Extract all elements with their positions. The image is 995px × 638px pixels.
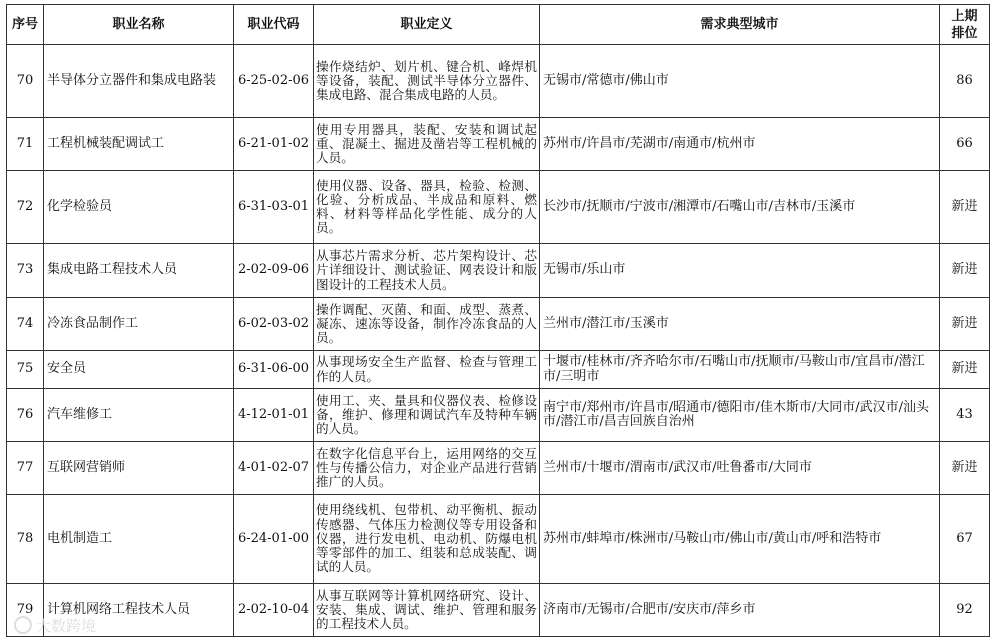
row-definition: 使用工、夹、量具和仪器仪表、检修设备，维护、修理和调试汽车及特种车辆的人员。 bbox=[314, 389, 540, 442]
row-no: 72 bbox=[7, 171, 44, 244]
table-header-row bbox=[7, 5, 990, 45]
row-rank: 43 bbox=[940, 389, 990, 442]
row-name: 半导体分立器件和集成电路装 bbox=[44, 45, 234, 118]
header-cities: 需求典型城市 bbox=[540, 5, 940, 45]
row-rank: 新进 bbox=[940, 244, 990, 298]
row-definition: 操作调配、灭菌、和面、成型、蒸煮、凝冻、速冻等设备，制作冷冻食品的人员。 bbox=[314, 298, 540, 351]
row-code: 2-02-10-04 bbox=[234, 584, 314, 637]
row-definition: 使用专用器具，装配、安装和调试起重、混凝土、掘进及凿岩等工程机械的人员。 bbox=[314, 118, 540, 171]
row-no: 75 bbox=[7, 351, 44, 389]
row-cities: 长沙市/抚顺市/宁波市/湘潭市/石嘴山市/吉林市/玉溪市 bbox=[540, 171, 940, 244]
header-no: 序号 bbox=[7, 5, 44, 45]
row-cities: 无锡市/乐山市 bbox=[540, 244, 940, 298]
table-row bbox=[7, 442, 990, 495]
row-code: 6-31-03-01 bbox=[234, 171, 314, 244]
table-row bbox=[7, 298, 990, 351]
table-row bbox=[7, 584, 990, 637]
row-rank: 新进 bbox=[940, 351, 990, 389]
header-name: 职业名称 bbox=[44, 5, 234, 45]
row-rank: 新进 bbox=[940, 442, 990, 495]
watermark-text: 大数跨境 bbox=[36, 617, 97, 635]
row-definition: 在数字化信息平台上，运用网络的交互性与传播公信力，对企业产品进行营销推广的人员。 bbox=[314, 442, 540, 495]
table-row bbox=[7, 351, 990, 389]
row-rank: 66 bbox=[940, 118, 990, 171]
row-cities: 苏州市/许昌市/芜湖市/南通市/杭州市 bbox=[540, 118, 940, 171]
row-name: 化学检验员 bbox=[44, 171, 234, 244]
row-name: 互联网营销师 bbox=[44, 442, 234, 495]
row-rank: 86 bbox=[940, 45, 990, 118]
row-no: 77 bbox=[7, 442, 44, 495]
row-name: 集成电路工程技术人员 bbox=[44, 244, 234, 298]
row-no: 76 bbox=[7, 389, 44, 442]
table-row bbox=[7, 389, 990, 442]
table-row bbox=[7, 118, 990, 171]
row-name: 汽车维修工 bbox=[44, 389, 234, 442]
row-definition: 从事现场安全生产监督、检查与管理工作的人员。 bbox=[314, 351, 540, 389]
row-code: 6-21-01-02 bbox=[234, 118, 314, 171]
watermark bbox=[14, 615, 96, 636]
row-name: 电机制造工 bbox=[44, 495, 234, 584]
row-no: 78 bbox=[7, 495, 44, 584]
row-code: 6-25-02-06 bbox=[234, 45, 314, 118]
table-row bbox=[7, 495, 990, 584]
row-cities: 兰州市/潜江市/玉溪市 bbox=[540, 298, 940, 351]
row-rank: 新进 bbox=[940, 298, 990, 351]
row-cities: 南宁市/郑州市/许昌市/昭通市/德阳市/佳木斯市/大同市/武汉市/汕头市/潜江市/昌吉回族自治州 bbox=[540, 389, 940, 442]
row-definition: 操作烧结炉、划片机、键合机、峰焊机等设备，装配、测试半导体分立器件、集成电路、混合集成电路的人员。 bbox=[314, 45, 540, 118]
row-rank: 新进 bbox=[940, 171, 990, 244]
row-rank: 67 bbox=[940, 495, 990, 584]
row-no: 79 bbox=[7, 584, 44, 637]
row-name: 安全员 bbox=[44, 351, 234, 389]
row-definition: 从事互联网等计算机网络研究、设计、安装、集成、调试、维护、管理和服务的工程技术人员。 bbox=[314, 584, 540, 637]
row-no: 74 bbox=[7, 298, 44, 351]
row-code: 6-02-03-02 bbox=[234, 298, 314, 351]
row-code: 6-31-06-00 bbox=[234, 351, 314, 389]
row-code: 6-24-01-00 bbox=[234, 495, 314, 584]
row-name: 工程机械装配调试工 bbox=[44, 118, 234, 171]
row-no: 70 bbox=[7, 45, 44, 118]
row-definition: 从事芯片需求分析、芯片架构设计、芯片详细设计、测试验证、网表设计和版图设计的工程技术人员。 bbox=[314, 244, 540, 298]
watermark-logo-icon bbox=[14, 616, 32, 634]
header-code: 职业代码 bbox=[234, 5, 314, 45]
table-row bbox=[7, 45, 990, 118]
row-code: 2-02-09-06 bbox=[234, 244, 314, 298]
row-cities: 兰州市/十堰市/渭南市/武汉市/吐鲁番市/大同市 bbox=[540, 442, 940, 495]
row-no: 73 bbox=[7, 244, 44, 298]
header-definition: 职业定义 bbox=[314, 5, 540, 45]
row-definition: 使用仪器、设备、器具，检验、检测、化验、分析成品、半成品和原料、燃料、材料等样品化学性能、成分的人员。 bbox=[314, 171, 540, 244]
row-cities: 济南市/无锡市/合肥市/安庆市/萍乡市 bbox=[540, 584, 940, 637]
row-no: 71 bbox=[7, 118, 44, 171]
row-cities: 十堰市/桂林市/齐齐哈尔市/石嘴山市/抚顺市/马鞍山市/宜昌市/潜江市/三明市 bbox=[540, 351, 940, 389]
row-code: 4-12-01-01 bbox=[234, 389, 314, 442]
table-row bbox=[7, 244, 990, 298]
row-definition: 使用绕线机、包带机、动平衡机、振动传感器、气体压力检测仪等专用设备和仪器，进行发电机、电动机、防爆电机等零部件的加工、组装和总成装配、调试的人员。 bbox=[314, 495, 540, 584]
row-name: 冷冻食品制作工 bbox=[44, 298, 234, 351]
row-cities: 无锡市/常德市/佛山市 bbox=[540, 45, 940, 118]
row-code: 4-01-02-07 bbox=[234, 442, 314, 495]
row-cities: 苏州市/蚌埠市/株洲市/马鞍山市/佛山市/黄山市/呼和浩特市 bbox=[540, 495, 940, 584]
occupation-table bbox=[6, 4, 990, 637]
row-name: 计算机网络工程技术人员 bbox=[44, 584, 234, 637]
row-rank: 92 bbox=[940, 584, 990, 637]
table-row bbox=[7, 171, 990, 244]
header-rank: 上期排位 bbox=[940, 5, 990, 45]
